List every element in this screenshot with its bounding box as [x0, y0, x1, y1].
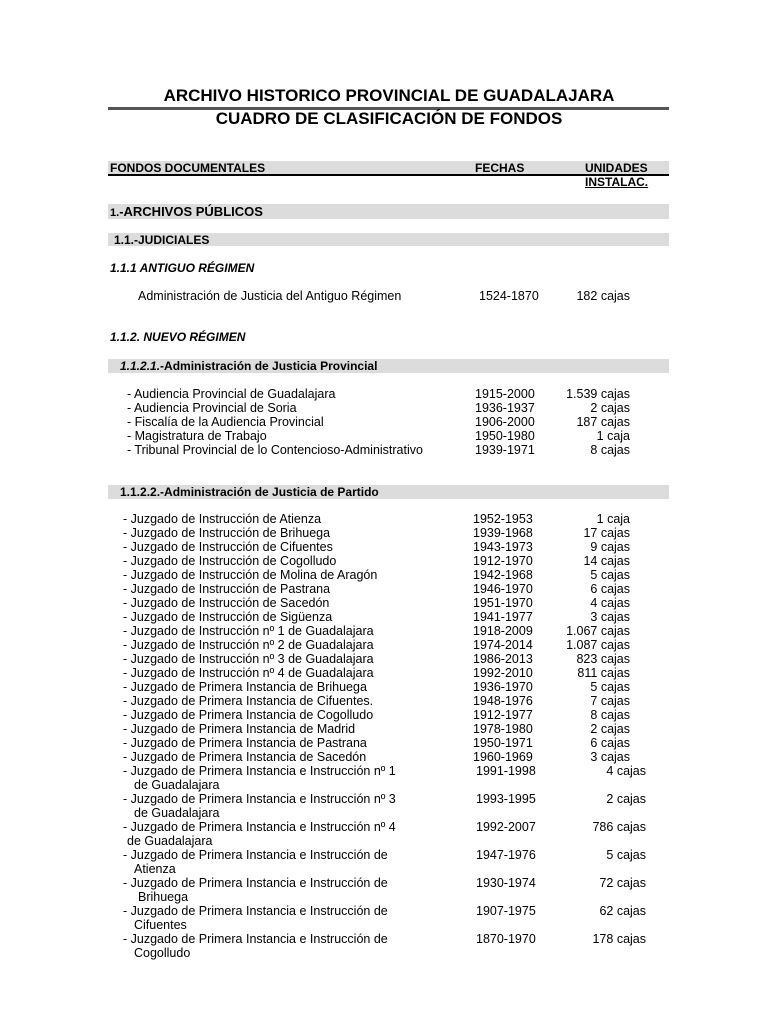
fondo-units: 178 cajas — [592, 932, 646, 946]
fondo-units: 72 cajas — [599, 876, 646, 890]
fondo-dates: 1992-2007 — [476, 820, 536, 834]
fondo-dates: 1951-1970 — [473, 596, 533, 610]
fondo-name: - Juzgado de Primera Instancia e Instrucción nº 1 — [123, 764, 396, 778]
fondo-dates: 1942-1968 — [473, 568, 533, 582]
fondo-name: - Juzgado de Primera Instancia e Instrucción de — [123, 904, 388, 918]
column-unidades: UNIDADES — [585, 161, 648, 175]
fondo-units: 9 cajas — [590, 540, 630, 554]
fondo-dates: 1960-1969 — [473, 750, 533, 764]
fondo-units: 1 caja — [596, 512, 630, 526]
fondo-name-cont: Cogolludo — [134, 946, 191, 960]
fondo-dates: 1930-1974 — [476, 876, 536, 890]
heading-partido — [120, 485, 379, 499]
fondo-name: - Tribunal Provincial de lo Contencioso-Administrativo — [127, 443, 423, 457]
fondo-units: 5 cajas — [606, 848, 646, 862]
fondo-dates: 1991-1998 — [476, 764, 536, 778]
fondo-units: 3 cajas — [590, 750, 630, 764]
partido-num: 1.1.2.2. — [120, 485, 161, 499]
partido-label: -Administración de Justicia de Partido — [160, 485, 379, 499]
fondo-name: - Juzgado de Instrucción de Brihuega — [123, 526, 331, 540]
fondo-name-cont: Atienza — [134, 862, 176, 876]
fondo-units: 5 cajas — [590, 680, 630, 694]
fondo-units: 823 cajas — [576, 652, 630, 666]
page-title: ARCHIVO HISTORICO PROVINCIAL DE GUADALAJARA — [163, 86, 615, 105]
fondo-dates: 1918-2009 — [473, 624, 533, 638]
fondo-units: 7 cajas — [590, 694, 630, 708]
fondo-units: 62 cajas — [599, 904, 646, 918]
fondo-name: - Juzgado de Instrucción de Molina de Aragón — [123, 568, 378, 582]
fondo-dates: 1947-1976 — [476, 848, 536, 862]
section-num: 1. — [110, 207, 120, 219]
fondo-units: 182 cajas — [576, 289, 630, 303]
fondo-units: 4 cajas — [590, 596, 630, 610]
fondo-dates: 1524-1870 — [479, 289, 539, 303]
fondo-dates: 1939-1968 — [473, 526, 533, 540]
provincial-label: -Administración de Justicia Provincial — [160, 359, 378, 373]
fondo-units: 4 cajas — [606, 764, 646, 778]
fondo-units: 6 cajas — [590, 736, 630, 750]
fondo-name: - Audiencia Provincial de Soria — [127, 401, 297, 415]
section-label: -ARCHIVOS PÚBLICOS — [119, 204, 263, 219]
fondo-name: - Juzgado de Primera Instancia e Instrucción nº 3 — [123, 792, 396, 806]
fondo-name: - Juzgado de Primera Instancia e Instrucción de — [123, 932, 388, 946]
fondo-name: - Juzgado de Instrucción nº 1 de Guadalajara — [123, 624, 374, 638]
fondo-units: 1.067 cajas — [566, 624, 630, 638]
fondo-units: 187 cajas — [576, 415, 630, 429]
fondo-name: - Juzgado de Instrucción nº 3 de Guadalajara — [123, 652, 374, 666]
fondo-name-cont: de Guadalajara — [134, 806, 220, 820]
heading-nuevo-regimen: 1.1.2. NUEVO RÉGIMEN — [110, 330, 246, 344]
fondo-name: - Juzgado de Primera Instancia de Sacedón — [123, 750, 367, 764]
fondo-name: - Juzgado de Instrucción de Pastrana — [123, 582, 331, 596]
fondo-dates: 1978-1980 — [473, 722, 533, 736]
fondo-units: 786 cajas — [592, 820, 646, 834]
fondo-name: - Juzgado de Instrucción nº 2 de Guadalajara — [123, 638, 374, 652]
section-archivos-publicos — [110, 204, 263, 219]
fondo-dates: 1906-2000 — [475, 415, 535, 429]
fondo-name: - Juzgado de Instrucción de Cogolludo — [123, 554, 337, 568]
fondo-units: 2 cajas — [606, 792, 646, 806]
fondo-name: - Juzgado de Primera Instancia e Instrucción de — [123, 876, 388, 890]
fondo-dates: 1915-2000 — [475, 387, 535, 401]
fondo-dates: 1912-1970 — [473, 554, 533, 568]
fondo-name: - Juzgado de Primera Instancia e Instrucción nº 4 — [123, 820, 396, 834]
fondo-name: - Audiencia Provincial de Guadalajara — [127, 387, 336, 401]
fondo-dates: 1986-2013 — [473, 652, 533, 666]
fondo-dates: 1943-1973 — [473, 540, 533, 554]
fondo-units: 3 cajas — [590, 610, 630, 624]
fondo-dates: 1952-1953 — [473, 512, 533, 526]
fondo-dates: 1912-1977 — [473, 708, 533, 722]
fondo-name: - Fiscalía de la Audiencia Provincial — [127, 415, 324, 429]
fondo-units: 8 cajas — [590, 443, 630, 457]
fondo-name: - Juzgado de Primera Instancia de Brihuega — [123, 680, 367, 694]
fondo-name: - Juzgado de Instrucción de Atienza — [123, 512, 322, 526]
subsection-judiciales: 1.1.-JUDICIALES — [114, 233, 210, 247]
fondo-name-cont: de Guadalajara — [134, 778, 220, 792]
fondo-dates: 1907-1975 — [476, 904, 536, 918]
fondo-name: - Juzgado de Instrucción de Sigüenza — [123, 610, 333, 624]
fondo-units: 1.087 cajas — [566, 638, 630, 652]
fondo-units: 17 cajas — [583, 526, 630, 540]
provincial-num: 1.1.2.1. — [120, 359, 161, 373]
fondo-units: 2 cajas — [590, 722, 630, 736]
fondo-units: 811 cajas — [577, 666, 630, 680]
column-fondos: FONDOS DOCUMENTALES — [110, 161, 266, 175]
heading-antiguo-regimen: 1.1.1 ANTIGUO RÉGIMEN — [110, 261, 255, 275]
fondo-units: 14 cajas — [583, 554, 630, 568]
fondo-dates: 1946-1970 — [473, 582, 533, 596]
fondo-dates: 1974-2014 — [473, 638, 533, 652]
fondo-dates: 1992-2010 — [473, 666, 533, 680]
fondo-name: - Juzgado de Primera Instancia de Cifuentes. — [123, 694, 374, 708]
fondo-dates: 1941-1977 — [473, 610, 533, 624]
fondo-name: - Juzgado de Primera Instancia e Instrucción de — [123, 848, 388, 862]
fondo-name: - Juzgado de Instrucción de Sacedón — [123, 596, 330, 610]
fondo-units: 5 cajas — [590, 568, 630, 582]
fondo-dates: 1948-1976 — [473, 694, 533, 708]
fondo-name-cont: Brihuega — [138, 890, 189, 904]
fondo-name-cont: de Guadalajara — [127, 834, 213, 848]
fondo-name: - Juzgado de Instrucción de Cifuentes — [123, 540, 333, 554]
fondo-dates: 1950-1971 — [473, 736, 533, 750]
fondo-name: - Magistratura de Trabajo — [127, 429, 267, 443]
fondo-dates: 1870-1970 — [476, 932, 536, 946]
fondo-dates: 1936-1937 — [475, 401, 535, 415]
fondo-dates: 1993-1995 — [476, 792, 536, 806]
fondo-dates: 1936-1970 — [473, 680, 533, 694]
fondo-name: - Juzgado de Instrucción nº 4 de Guadalajara — [123, 666, 374, 680]
fondo-dates: 1939-1971 — [475, 443, 535, 457]
fondo-units: 1 caja — [596, 429, 630, 443]
fondo-name: - Juzgado de Primera Instancia de Cogolludo — [123, 708, 374, 722]
fondo-units: 6 cajas — [590, 582, 630, 596]
fondo-name-cont: Cifuentes — [134, 918, 187, 932]
fondo-units: 2 cajas — [590, 401, 630, 415]
column-fechas: FECHAS — [475, 161, 525, 175]
heading-provincial — [120, 359, 377, 373]
page-subtitle: CUADRO DE CLASIFICACIÓN DE FONDOS — [215, 109, 563, 128]
fondo-name: - Juzgado de Primera Instancia de Pastrana — [123, 736, 367, 750]
column-instalac: INSTALAC. — [585, 175, 649, 189]
fondo-units: 1.539 cajas — [566, 387, 630, 401]
fondo-units: 8 cajas — [590, 708, 630, 722]
fondo-name: Administración de Justicia del Antiguo Régimen — [138, 289, 402, 303]
fondo-name: - Juzgado de Primera Instancia de Madrid — [123, 722, 356, 736]
fondo-dates: 1950-1980 — [475, 429, 535, 443]
